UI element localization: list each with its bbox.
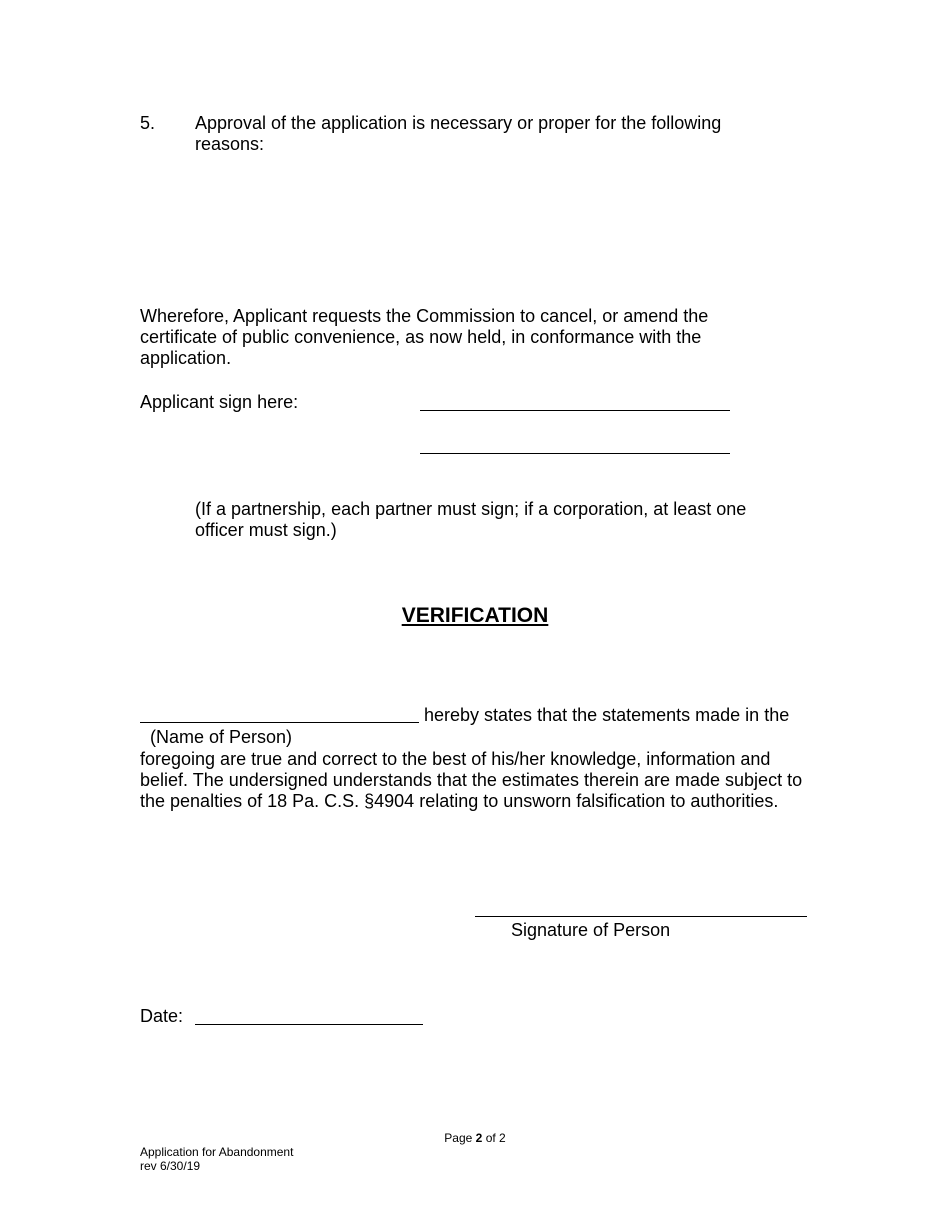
partnership-note: (If a partnership, each partner must sign; if a corporation, at least one officer must sign.) (195, 499, 747, 540)
signature-of-person-line[interactable] (475, 916, 807, 917)
name-of-person-line[interactable] (140, 722, 419, 723)
page-total: of 2 (485, 1131, 506, 1145)
date-label: Date: (140, 1006, 184, 1026)
verification-body: foregoing are true and correct to the best of his/her knowledge, information and belief. The undersigned understands that the estimates therein are made subject to the penalties of 18 Pa. C.S. §4904 relating to unsworn falsification to authorities. (140, 749, 803, 811)
applicant-signature-line-2[interactable] (420, 453, 730, 454)
date-line[interactable] (195, 1024, 423, 1025)
form-name: Application for Abandonment (140, 1145, 294, 1159)
verification-heading (0, 605, 950, 626)
states-text: hereby states that the statements made in the (424, 705, 790, 725)
applicant-sign-label: Applicant sign here: (140, 392, 299, 412)
applicant-signature-line-1[interactable] (420, 410, 730, 411)
page-number (0, 1131, 950, 1145)
signature-of-person-caption: Signature of Person (511, 920, 671, 940)
verification-heading-text: VERIFICATION (401, 604, 549, 627)
name-of-person-caption: (Name of Person) (150, 727, 293, 747)
page-prefix: Page (444, 1131, 473, 1145)
item-5-text: Approval of the application is necessary or proper for the following reasons: (195, 113, 722, 154)
item-number: 5. (140, 113, 156, 133)
wherefore-paragraph: Wherefore, Applicant requests the Commission to cancel, or amend the certificate of public convenience, as now held, in conformance with the application. (140, 306, 709, 368)
page-current: 2 (475, 1131, 483, 1145)
form-revision: rev 6/30/19 (140, 1159, 201, 1173)
